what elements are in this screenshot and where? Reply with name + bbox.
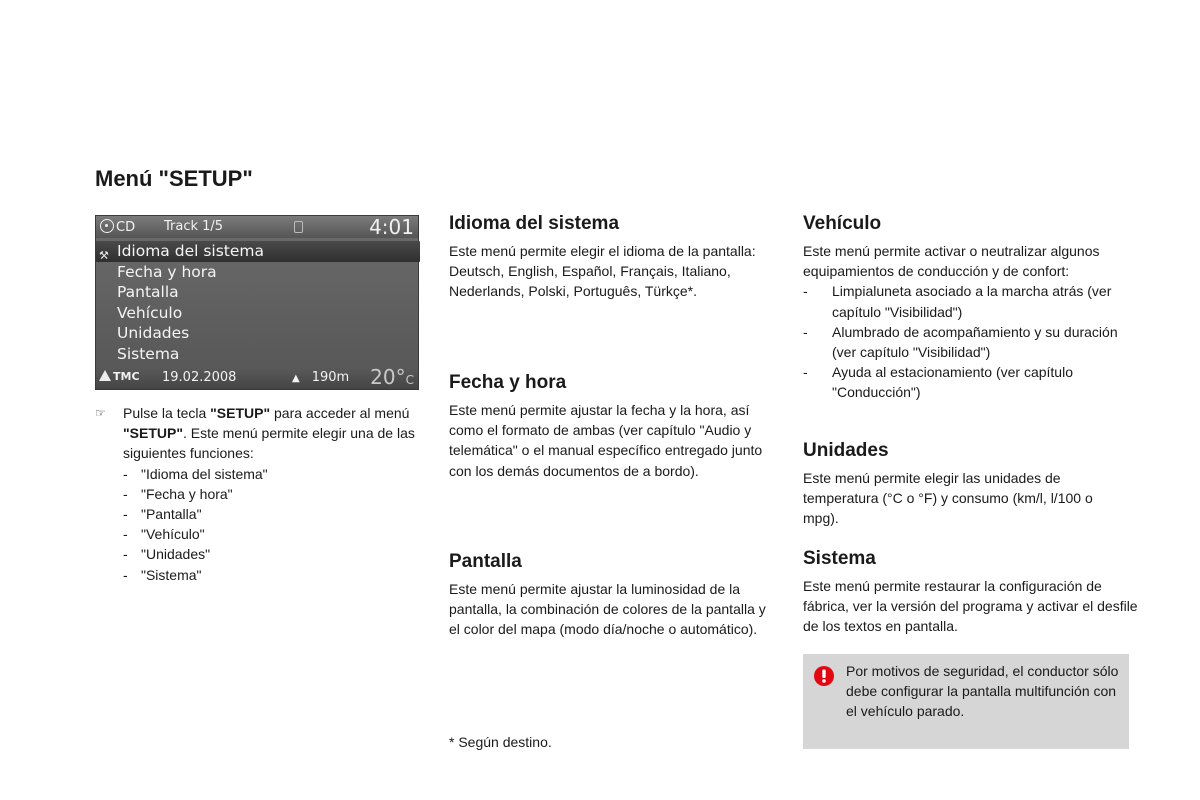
warning-text: Por motivos de seguridad, el conductor sólo debe configurar la pantalla multifunción con el vehículo parado. [846, 663, 1119, 720]
cd-icon [100, 219, 114, 233]
list-item: - Limpialuneta asociado a la marcha atrás (ver capítulo "Visibilidad") [803, 281, 1133, 321]
section-heading: Sistema [803, 548, 876, 569]
section-unidades [803, 440, 1103, 529]
section-text: Este menú permite ajustar la luminosidad de la pantalla, la combinación de colores de la pantalla y el color del mapa (modo día/noche o automático). [449, 581, 766, 638]
screen-menu-label: Sistema [117, 344, 180, 363]
wrench-icon: ⚒ [99, 249, 109, 262]
list-item: - "Fecha y hora" [123, 484, 425, 504]
screen-menu-item[interactable] [96, 262, 418, 283]
section-heading: Fecha y hora [449, 372, 567, 393]
setup-menu-list [96, 241, 418, 365]
section-text: Este menú permite elegir las unidades de temperatura (°C o °F) y consumo (km/l, l/100 o mpg). [803, 470, 1093, 527]
screen-menu-label: Idioma del sistema [117, 242, 265, 260]
equipment-list [803, 281, 1133, 402]
screen-menu-item[interactable] [96, 323, 418, 344]
section-sistema [803, 548, 1138, 637]
section-heading: Unidades [803, 440, 889, 461]
source-label: CD [116, 220, 136, 235]
section-pantalla [449, 551, 774, 640]
function-list [95, 464, 425, 585]
exclamation-icon [814, 666, 834, 686]
section-heading: Pantalla [449, 551, 522, 572]
setup-display-screen [95, 215, 419, 390]
track-label: Track 1/5 [164, 219, 224, 234]
screen-footer-bar [96, 367, 418, 389]
list-item: - "Unidades" [123, 544, 425, 564]
screen-menu-label: Pantalla [117, 283, 179, 302]
section-heading: Idioma del sistema [449, 213, 620, 234]
list-item: - "Idioma del sistema" [123, 464, 425, 484]
date-display: 19.02.2008 [162, 370, 237, 385]
section-fecha [449, 372, 774, 481]
list-item: - "Sistema" [123, 565, 425, 585]
phone-battery-icon [294, 221, 303, 233]
warning-triangle-icon [99, 370, 111, 381]
setup-key-label: "SETUP" [210, 405, 271, 421]
footnote: * Según destino. [449, 734, 552, 750]
temperature-display: 20°C [370, 365, 414, 389]
section-text: Este menú permite restaurar la configuración de fábrica, ver la versión del programa y activar el desfile de los textos en pantalla. [803, 578, 1138, 635]
section-idioma [449, 213, 774, 302]
screen-menu-item[interactable] [96, 282, 418, 303]
screen-menu-label: Fecha y hora [117, 262, 217, 281]
section-text: Este menú permite ajustar la fecha y la hora, así como el formato de ambas (ver capítulo "Audio y telemática" o el manual específico entregado junto con los demás documentos de a bordo). [449, 402, 763, 479]
direction-arrow-icon: ▲ [292, 373, 300, 384]
section-heading: Vehículo [803, 213, 882, 234]
screen-status-bar [96, 216, 418, 238]
list-item: - "Vehículo" [123, 524, 425, 544]
section-text: Este menú permite activar o neutralizar algunos equipamientos de conducción y de confort: [803, 243, 1100, 280]
list-item: - Ayuda al estacionamiento (ver capítulo "Conducción") [803, 362, 1133, 402]
instruction-text: Pulse la tecla "SETUP" para acceder al menú "SETUP". Este menú permite elegir una de las siguientes funciones: [123, 405, 415, 462]
setup-key-label: "SETUP" [123, 425, 183, 442]
safety-warning-box [803, 654, 1129, 749]
screen-menu-label: Unidades [117, 324, 190, 343]
screen-menu-item[interactable] [96, 344, 418, 365]
list-item: - "Pantalla" [123, 504, 425, 524]
screen-menu-label: Vehículo [117, 303, 183, 322]
distance-display: ▲ 190m [292, 370, 350, 385]
clock-display: 4:01 [369, 215, 414, 239]
screen-menu-item[interactable] [96, 241, 420, 262]
setup-instructions [95, 403, 425, 585]
section-text: Este menú permite elegir el idioma de la pantalla: Deutsch, English, Español, Français, Italiano, Nederlands, Polski, Português, Türkçe*. [449, 243, 756, 300]
screen-menu-item[interactable] [96, 303, 418, 324]
section-vehiculo [803, 213, 1133, 403]
list-item: - Alumbrado de acompañamiento y su duración (ver capítulo "Visibilidad") [803, 322, 1133, 362]
tmc-indicator: TMC [99, 370, 140, 383]
screen-source [100, 219, 135, 235]
page-title: Menú "SETUP" [95, 166, 253, 191]
pointing-hand-icon: ☞ [95, 406, 106, 420]
